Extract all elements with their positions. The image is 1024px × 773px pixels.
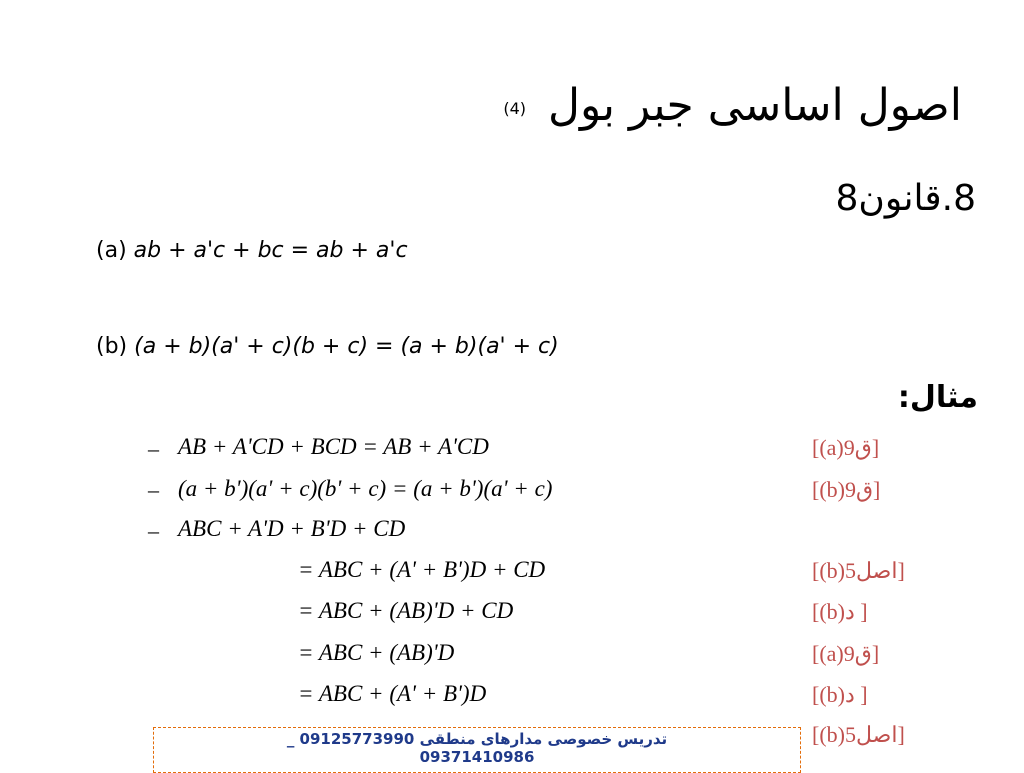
title-text: اصول اساسی جبر بول	[548, 80, 962, 131]
footer-line-1: تدریس خصوصی مدارهای منطقی 09125773990 _	[286, 730, 668, 748]
equation-b	[96, 334, 559, 359]
step-1-expression: AB + A'CD + BCD = AB + A'CD	[178, 434, 489, 459]
step-3-expression: ABC + A'D + B'D + CD	[178, 516, 406, 541]
step-7-reason: [ د(b)]	[812, 682, 868, 707]
example-label: مثال:	[897, 380, 978, 415]
step-2-reason: [ق9(b)]	[812, 477, 881, 502]
step-5-reason: [ د(b)]	[812, 599, 868, 624]
step-1-dash: –	[148, 436, 159, 461]
slide-title	[503, 80, 962, 131]
footer-banner	[153, 727, 801, 773]
equation-b-label: (b)	[96, 334, 128, 359]
step-7-expression: = ABC + (A' + B')D	[298, 681, 487, 706]
title-number: (4)	[503, 98, 527, 118]
step-1-reason: [ق9(a)]	[812, 435, 880, 460]
equation-a-text: ab + a'c + bc = ab + a'c	[133, 238, 408, 263]
step-4-expression: = ABC + (A' + B')D + CD	[298, 557, 546, 582]
step-6-reason: [ق9(a)]	[812, 641, 880, 666]
equation-a-label: (a)	[96, 238, 127, 263]
step-3-dash: –	[148, 518, 159, 543]
step-4-reason: [اصل5(b)]	[812, 558, 905, 583]
step-5-expression: = ABC + (AB)'D + CD	[298, 598, 514, 623]
footer-line-2: 09371410986	[419, 748, 535, 766]
equation-b-text: (a + b)(a' + c)(b + c) = (a + b)(a' + c)	[134, 334, 559, 359]
step-8-reason: [اصل5(b)]	[812, 722, 905, 747]
step-6-expression: = ABC + (AB)'D	[298, 640, 455, 665]
law-heading: 8.قانون8	[835, 178, 976, 219]
equation-a	[96, 238, 408, 263]
step-2-expression: (a + b')(a' + c)(b' + c) = (a + b')(a' + c)	[178, 476, 553, 501]
step-2-dash: –	[148, 477, 159, 502]
